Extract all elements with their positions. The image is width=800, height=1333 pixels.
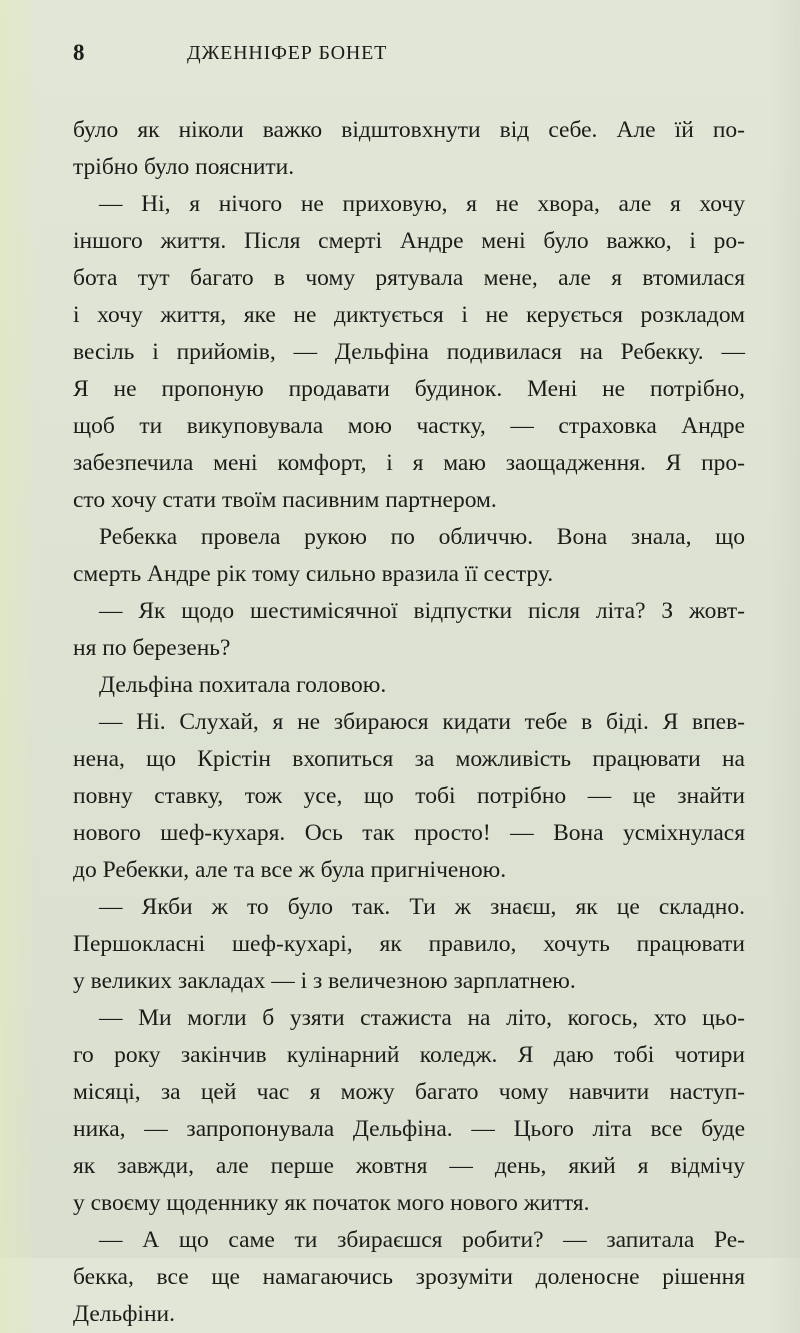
text-line-content: у великих закладах — і з величезною зарплатнею.	[73, 968, 576, 994]
text-line	[73, 926, 745, 963]
text-line-content: і хочу життя, яке не диктується і не керується розкладом	[73, 302, 745, 328]
text-line	[73, 889, 745, 926]
text-line	[73, 741, 745, 778]
text-line	[73, 371, 745, 408]
text-line	[73, 1037, 745, 1074]
text-line-content: трібно було пояснити.	[73, 154, 295, 180]
text-line	[73, 408, 745, 445]
text-line-content: іншого життя. Після смерті Андре мені було важко, і ро-	[73, 228, 745, 254]
text-line	[73, 667, 745, 704]
text-line-content: весіль і прийомів, — Дельфіна подивилася на Ребекку. —	[73, 339, 745, 365]
text-line	[73, 1259, 745, 1296]
text-line-content: бота тут багато в чому рятувала мене, але я втомилася	[73, 265, 745, 291]
text-line-content: у своєму щоденнику як початок мого нового життя.	[73, 1190, 590, 1216]
text-line	[73, 1074, 745, 1111]
text-line-content: місяці, за цей час я можу багато чому навчити наступ-	[73, 1079, 745, 1105]
text-line	[73, 1000, 745, 1037]
text-line-content: Дельфіни.	[73, 1301, 175, 1327]
text-line-content: — Ні. Слухай, я не збираюся кидати тебе в біді. Я впев-	[99, 709, 745, 735]
text-line-content: го року закінчив кулінарний коледж. Я даю тобі чотири	[73, 1042, 745, 1068]
text-line	[73, 1222, 745, 1259]
text-line	[73, 593, 745, 630]
running-head	[73, 40, 745, 74]
text-line	[73, 852, 745, 889]
text-line-content: — Якби ж то було так. Ти ж знаєш, як це складно.	[99, 894, 745, 920]
text-line	[73, 482, 745, 519]
text-line	[73, 963, 745, 1000]
text-line	[73, 334, 745, 371]
text-line	[73, 519, 745, 556]
text-line	[73, 815, 745, 852]
text-line	[73, 1111, 745, 1148]
text-line	[73, 1148, 745, 1185]
text-line-content: смерть Андре рік тому сильно вразила її сестру.	[73, 561, 554, 587]
text-line	[73, 1296, 745, 1333]
text-line-content: Першокласні шеф-кухарі, як правило, хочуть працювати	[73, 931, 745, 957]
text-line-content: — Ми могли б узяти стажиста на літо, когось, хто цьо-	[99, 1005, 745, 1031]
text-line	[73, 1185, 745, 1222]
text-line	[73, 186, 745, 223]
text-line-content: ня по березень?	[73, 635, 231, 661]
text-line-content: щоб ти викуповувала мою частку, — страховка Андре	[73, 413, 745, 439]
text-line-content: нового шеф-кухаря. Ось так просто! — Вона усміхнулася	[73, 820, 745, 846]
text-line-content: Дельфіна похитала головою.	[99, 672, 387, 698]
text-line-content: сто хочу стати твоїм пасивним партнером.	[73, 487, 497, 513]
text-line	[73, 556, 745, 593]
text-line-content: було як ніколи важко відштовхнути від себе. Але їй по-	[73, 117, 745, 143]
text-line-content: Ребекка провела рукою по обличчю. Вона знала, що	[99, 524, 745, 550]
text-line	[73, 297, 745, 334]
book-author: ДЖЕННІФЕР БОНЕТ	[187, 42, 388, 64]
text-line	[73, 112, 745, 149]
text-line	[73, 260, 745, 297]
text-line	[73, 223, 745, 260]
text-line-content: Я не пропоную продавати будинок. Мені не потрібно,	[73, 376, 745, 402]
text-line	[73, 149, 745, 186]
text-line-content: до Ребекки, але та все ж була пригніченою.	[73, 857, 507, 883]
page-number: 8	[73, 40, 85, 65]
text-line	[73, 445, 745, 482]
text-line-content: як завжди, але перше жовтня — день, який я відмічу	[73, 1153, 745, 1179]
text-line	[73, 704, 745, 741]
text-line-content: — А що саме ти збираєшся робити? — запитала Ре-	[99, 1227, 745, 1253]
text-line	[73, 630, 745, 667]
text-line-content: бекка, все ще намагаючись зрозуміти доленосне рішення	[73, 1264, 745, 1290]
body-text	[73, 112, 745, 1333]
text-line	[73, 778, 745, 815]
text-line-content: — Як щодо шестимісячної відпустки після літа? З жовт-	[99, 598, 745, 624]
text-line-content: — Ні, я нічого не приховую, я не хвора, але я хочу	[99, 191, 745, 217]
text-line-content: ника, — запропонувала Дельфіна. — Цього літа все буде	[73, 1116, 745, 1142]
text-line-content: нена, що Крістін вхопиться за можливість працювати на	[73, 746, 745, 772]
text-line-content: забезпечила мені комфорт, і я маю заощадження. Я про-	[73, 450, 745, 476]
text-line-content: повну ставку, тож усе, що тобі потрібно — це знайти	[73, 783, 745, 809]
